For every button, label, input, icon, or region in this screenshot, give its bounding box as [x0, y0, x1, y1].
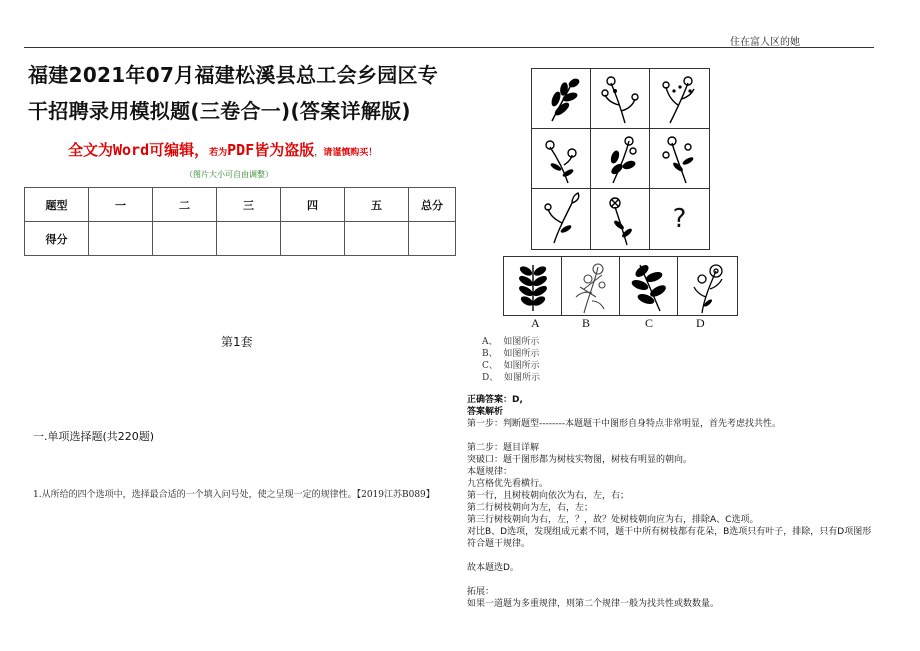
choice-d	[482, 370, 540, 383]
choice-text: 如图所示	[503, 373, 540, 383]
score-header-cell: 四	[281, 188, 345, 222]
analysis-conclusion: 故本题选D。	[467, 563, 519, 573]
score-cell	[217, 222, 281, 256]
choice-letter: A、	[482, 337, 498, 347]
option-label-b: B	[582, 316, 591, 330]
grid-cell-question	[650, 189, 709, 249]
analysis-rule-title: 本题规律：	[467, 467, 513, 477]
puzzle-grid	[531, 68, 710, 250]
analysis-title: 答案解析	[467, 407, 504, 417]
notice-word-editable: 全文为Word可编辑，	[68, 141, 210, 159]
choice-text: 如图所示	[503, 337, 540, 347]
score-table-score-row	[25, 222, 456, 256]
flowering-branch-icon	[562, 257, 620, 315]
option-label-d: D	[696, 316, 705, 330]
branch-flowers-left-icon	[650, 129, 709, 189]
leafy-branch-left-icon	[620, 257, 678, 315]
leafy-branch-icon	[504, 257, 562, 315]
score-header-cell: 五	[345, 188, 409, 222]
notice-banner	[68, 139, 377, 160]
header-text: 住在富人区的她	[730, 37, 800, 48]
option-label-c: C	[645, 316, 654, 330]
question-text: 1.从所给的四个选项中，选择最合适的一个填入问号处，使之呈现一定的规律性。【2019江苏B089】	[33, 490, 435, 500]
score-header-cell: 总分	[409, 188, 456, 222]
grid-cell	[591, 69, 650, 129]
score-header-cell: 一	[89, 188, 153, 222]
grid-cell	[532, 69, 591, 129]
branch-leaves-right-icon	[532, 69, 591, 129]
question-mark: ?	[672, 204, 687, 234]
option-image-c	[620, 257, 678, 315]
document-title-line-2: 干招聘录用模拟题(三卷合一)(答案详解版)	[28, 99, 411, 123]
score-cell	[153, 222, 217, 256]
score-header-cell: 题型	[25, 188, 89, 222]
option-label-a: A	[531, 316, 540, 330]
image-size-note: （图片大小可自由调整）	[185, 170, 273, 179]
choice-text: 如图所示	[503, 361, 540, 371]
score-row-label: 得分	[25, 222, 89, 256]
grid-cell	[532, 189, 591, 249]
score-header-cell: 三	[217, 188, 281, 222]
analysis-step2-title: 第二步：题目详解	[467, 443, 540, 453]
branch-flower-right-icon	[650, 69, 709, 129]
analysis-step1: 第一步：判断题型--------本题题干中图形自身特点非常明显，首先考虑找共性。	[467, 419, 781, 429]
branch-flower-right-icon	[532, 189, 591, 249]
grid-cell	[650, 69, 709, 129]
flower-branch-right-icon	[678, 257, 736, 315]
notice-buy-carefully: 请谨慎购买！	[323, 148, 378, 158]
analysis-breakthrough: 突破口：题干图形都为树枝实物图，树枝有明显的朝向。	[467, 455, 693, 465]
options-row	[503, 256, 738, 316]
option-image-a	[504, 257, 562, 315]
grid-cell	[650, 129, 709, 189]
score-cell	[409, 222, 456, 256]
branch-flower-left-icon	[532, 129, 591, 189]
option-image-d	[678, 257, 736, 315]
option-image-b	[562, 257, 620, 315]
analysis-compare-1: 对比B、D选项，发现组成元素不同，题干中所有树枝都有花朵，B选项只有叶子，排除，只有D项图形	[467, 527, 872, 537]
document-title-line-1: 福建2021年07月福建松溪县总工会乡园区专	[28, 63, 439, 87]
analysis-row3: 第三行树枝朝向为右，左，？，故？处树枝朝向应为右，排除A、C选项。	[467, 515, 759, 525]
section-title: 一.单项选择题(共220题)	[33, 430, 155, 443]
branch-flower-left-icon	[591, 189, 650, 249]
choice-letter: B、	[482, 349, 498, 359]
extension-text: 如果一道题为多重规律，则第二个规律一般为找共性或数数量。	[467, 599, 720, 609]
score-cell	[89, 222, 153, 256]
notice-pdf-pirated: PDF皆为盗版	[227, 141, 315, 159]
choice-letter: C、	[482, 361, 498, 371]
analysis-row1: 第一行，且树枝朝向依次为右，左，右；	[467, 491, 630, 501]
set-title: 第1套	[221, 335, 253, 349]
score-header-cell: 二	[153, 188, 217, 222]
score-cell	[281, 222, 345, 256]
correct-answer: 正确答案：D,	[467, 395, 523, 405]
choice-letter: D、	[482, 373, 499, 383]
notice-if: 若为	[209, 148, 228, 158]
grid-cell	[591, 189, 650, 249]
choice-text: 如图所示	[503, 349, 540, 359]
score-table-header-row	[25, 188, 456, 222]
extension-title: 拓展：	[467, 587, 495, 597]
branch-flower-left-icon	[591, 69, 650, 129]
header-divider	[24, 47, 874, 48]
grid-cell	[532, 129, 591, 189]
score-cell	[345, 222, 409, 256]
score-table	[24, 187, 456, 256]
analysis-compare-2: 符合题干规律。	[467, 539, 531, 549]
grid-cell	[591, 129, 650, 189]
analysis-rule-grid: 九宫格优先看横行。	[467, 479, 549, 489]
analysis-row2: 第二行树枝朝向为左，右，左；	[467, 503, 594, 513]
branch-flowers-right-icon	[591, 129, 650, 189]
notice-comma: ，	[314, 148, 324, 158]
